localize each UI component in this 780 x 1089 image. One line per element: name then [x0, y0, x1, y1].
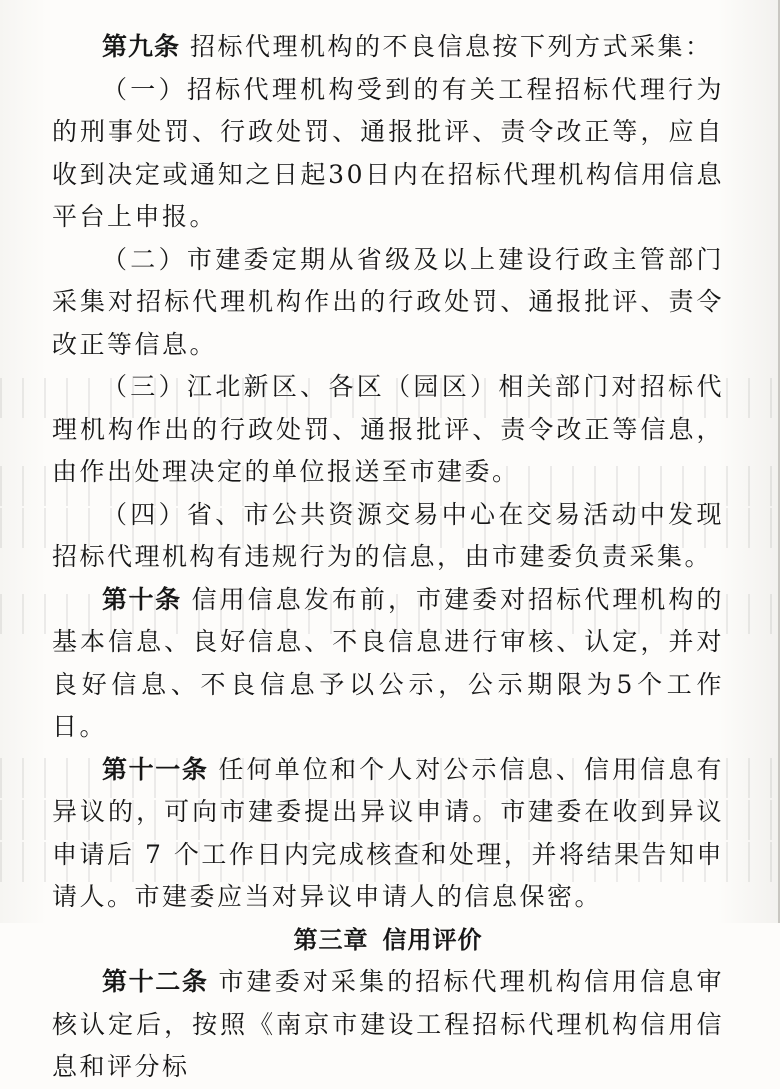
clause-text: （四）省、市公共资源交易中心在交易活动中发现招标代理机构有违规行为的信息，由市建委负责采集。	[52, 499, 724, 571]
article-number: 第九条	[102, 32, 181, 61]
chapter-number: 第三章	[293, 925, 369, 954]
article-text: 信用信息发布前，市建委对招标代理机构的基本信息、良好信息、不良信息进行审核、认定，并对良好信息、不良信息予以公示，公示期限为5个工作日。	[52, 584, 724, 741]
article-number: 第十条	[102, 584, 182, 614]
chapter-title: 信用评价	[382, 925, 483, 954]
clause-text: （三）江北新区、各区（园区）相关部门对招标代理机构作出的行政处罚、通报批评、责令改正等信息，由作出处理决定的单位报送至市建委。	[52, 372, 724, 486]
clause-1	[52, 69, 724, 239]
article-text: 任何单位和个人对公示信息、信用信息有异议的，可向市建委提出异议申请。市建委在收到异议申请后 7 个工作日内完成核查和处理，并将结果告知申请人。市建委应当对异议申请人的信息保密。	[52, 754, 724, 911]
clause-3	[52, 366, 724, 494]
clause-2	[52, 239, 724, 367]
article-number: 第十一条	[102, 754, 209, 784]
article-11	[52, 749, 724, 919]
article-10	[52, 579, 724, 749]
clause-text: （一）招标代理机构受到的有关工程招标代理行为的刑事处罚、行政处罚、通报批评、责令改正等，应自收到决定或通知之日起30日内在招标代理机构信用信息平台上申报。	[52, 74, 724, 231]
article-text: 招标代理机构的不良信息按下列方式采集：	[190, 32, 713, 61]
document-body	[52, 26, 724, 1089]
clause-text: （二）市建委定期从省级及以上建设行政主管部门采集对招标代理机构作出的行政处罚、通报批评、责令改正等信息。	[52, 244, 724, 359]
article-number: 第十二条	[102, 967, 209, 996]
article-12	[52, 961, 724, 1089]
article-text: 市建委对采集的招标代理机构信用信息审核认定后，按照《南京市建设工程招标代理机构信用信息和评分标	[52, 967, 724, 1081]
clause-4	[52, 494, 724, 579]
chapter-heading	[52, 919, 724, 962]
article-9	[52, 26, 724, 69]
